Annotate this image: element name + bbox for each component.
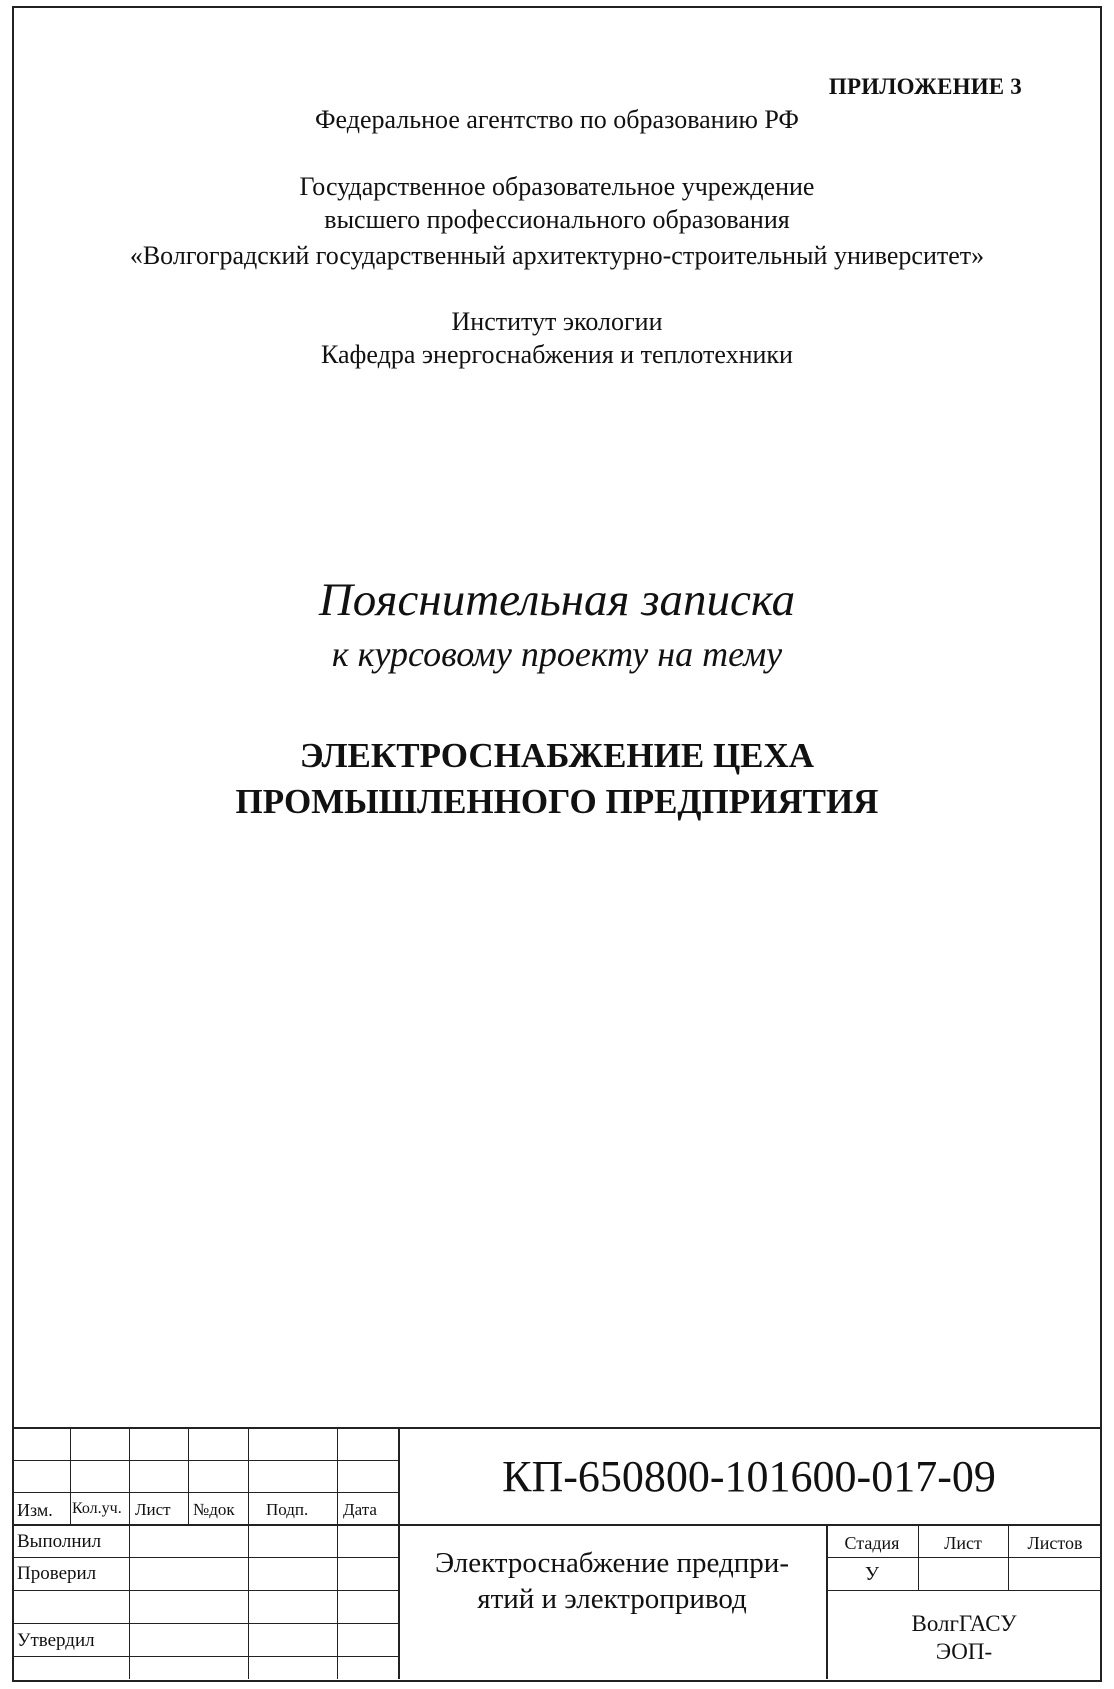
stamp-vline bbox=[70, 1427, 71, 1524]
stamp-col-kol-uch: Кол.уч. bbox=[72, 1500, 122, 1517]
document-name bbox=[398, 1545, 826, 1617]
stamp-hline bbox=[826, 1557, 1102, 1558]
stamp-stage-value: У bbox=[864, 1563, 880, 1585]
institution-line-2: высшего профессионального образования bbox=[324, 205, 790, 234]
stamp-vline bbox=[129, 1524, 130, 1679]
project-topic-line-2: ПРОМЫШЛЕННОГО ПРЕДПРИЯТИЯ bbox=[235, 782, 879, 821]
stamp-vline bbox=[188, 1427, 189, 1524]
organization-line-1: ВолгГАСУ bbox=[911, 1611, 1017, 1636]
agency-line: Федеральное агентство по образованию РФ bbox=[315, 105, 799, 134]
project-topic-line-1: ЭЛЕКТРОСНАБЖЕНИЕ ЦЕХА bbox=[299, 736, 815, 775]
university-line: «Волгоградский государственный архитектурно-строительный университет» bbox=[129, 241, 985, 270]
stamp-sheets-label: Листов bbox=[1027, 1533, 1083, 1553]
stamp-hline bbox=[12, 1590, 398, 1591]
stamp-col-izm: Изм. bbox=[17, 1500, 53, 1520]
stamp-hline bbox=[826, 1590, 1102, 1591]
document-title: Пояснительная записка bbox=[318, 574, 796, 626]
stamp-hline bbox=[12, 1656, 398, 1657]
department-line: Кафедра энергоснабжения и теплотехники bbox=[321, 340, 793, 369]
document-name-line-2: ятий и электропривод bbox=[477, 1583, 747, 1615]
stamp-row-vypolnil: Выполнил bbox=[17, 1531, 102, 1552]
stamp-row-utverdil: Утвердил bbox=[17, 1630, 95, 1651]
organization-line-2: ЭОП- bbox=[935, 1639, 993, 1664]
organization bbox=[826, 1610, 1102, 1666]
stamp-col-podp: Подп. bbox=[266, 1500, 309, 1519]
stamp-top-line bbox=[12, 1427, 1102, 1429]
document-code: КП-650800-101600-017-09 bbox=[502, 1452, 996, 1501]
institution-line-1: Государственное образовательное учреждение bbox=[299, 172, 815, 201]
stamp-col-data: Дата bbox=[343, 1500, 377, 1519]
stamp-hline bbox=[12, 1557, 398, 1558]
stamp-col-list: Лист bbox=[135, 1500, 171, 1519]
institute-line: Институт экологии bbox=[451, 307, 663, 336]
stamp-vline bbox=[337, 1427, 338, 1679]
document-subtitle: к курсовому проекту на тему bbox=[331, 634, 783, 674]
appendix-label: ПРИЛОЖЕНИЕ 3 bbox=[828, 74, 1022, 99]
stamp-sheet-label: Лист bbox=[944, 1533, 982, 1553]
stamp-hline bbox=[12, 1623, 398, 1624]
document-name-line-1: Электроснабжение предпри- bbox=[434, 1547, 789, 1579]
stamp-vline bbox=[129, 1427, 130, 1524]
stamp-col-n-dok: №док bbox=[193, 1500, 235, 1519]
stamp-row-proveril: Проверил bbox=[17, 1563, 97, 1584]
stamp-hline bbox=[12, 1524, 1102, 1526]
stamp-vline bbox=[248, 1427, 249, 1679]
stamp-stage-label: Стадия bbox=[844, 1533, 900, 1553]
